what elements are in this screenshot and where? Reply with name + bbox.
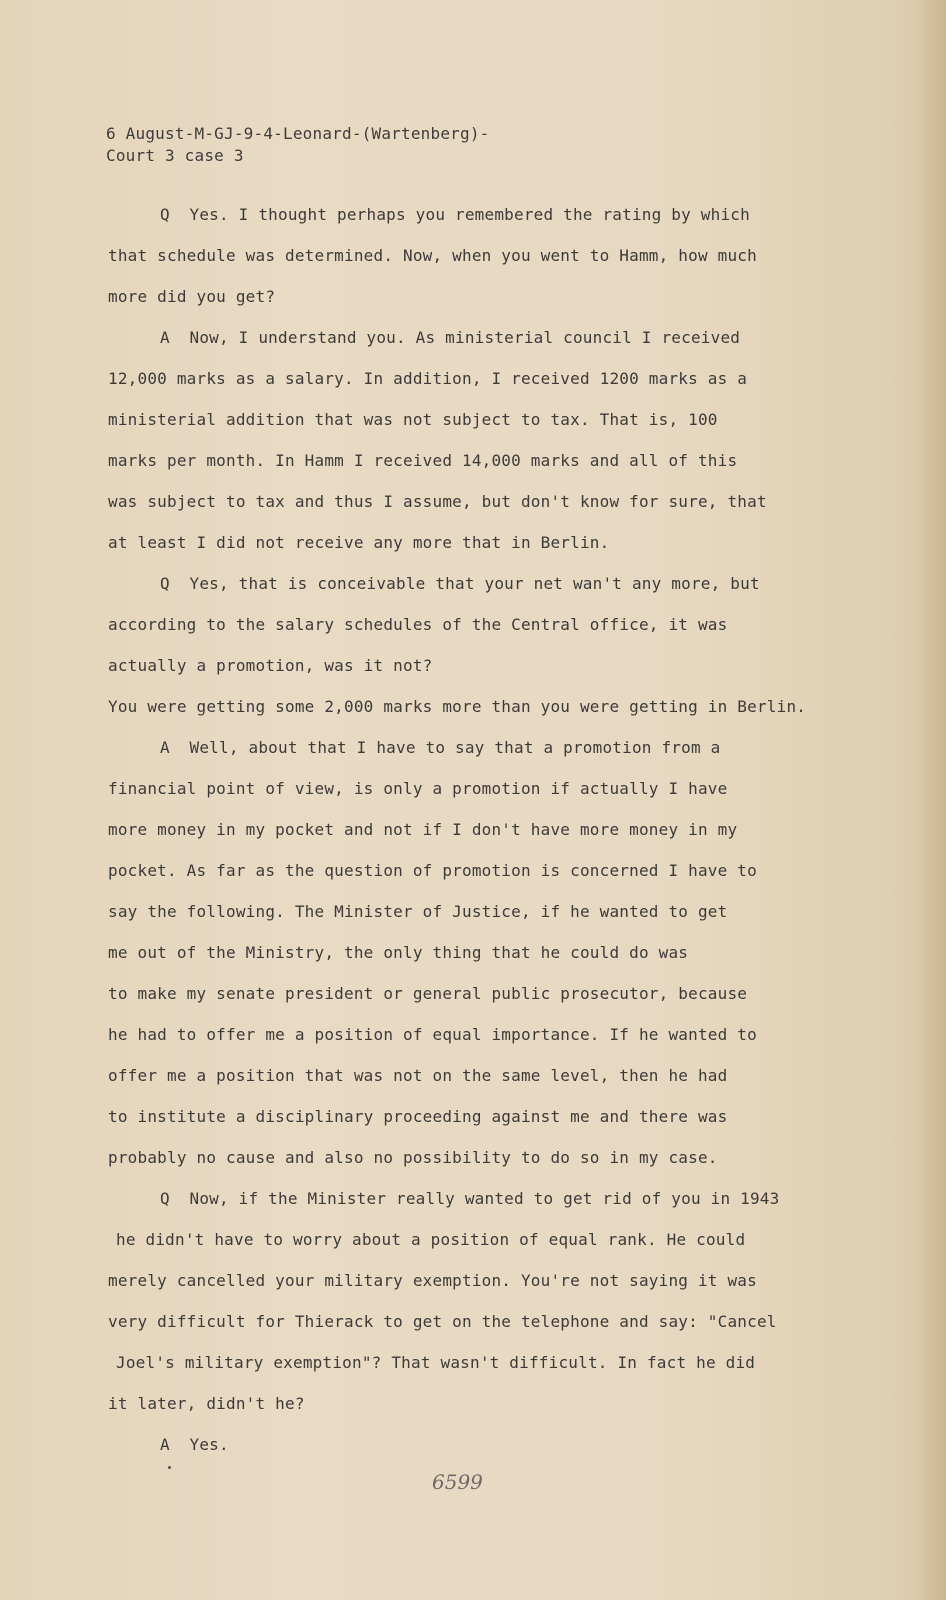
text-line: to institute a disciplinary proceeding against me and there was: [108, 1107, 728, 1126]
text-line: pocket. As far as the question of promotion is concerned I have to: [108, 861, 757, 880]
page-number: 6599: [432, 1470, 483, 1494]
text-line: Joel's military exemption"? That wasn't difficult. In fact he did: [116, 1353, 756, 1372]
text-line: A Now, I understand you. As ministerial council I received: [160, 328, 741, 347]
text-line: was subject to tax and thus I assume, but don't know for sure, that: [108, 492, 767, 511]
text-line: 12,000 marks as a salary. In addition, I received 1200 marks as a: [108, 369, 748, 388]
text-line: more did you get?: [108, 287, 276, 306]
text-line: Q Yes. I thought perhaps you remembered the rating by which: [160, 205, 750, 224]
text-line: that schedule was determined. Now, when you went to Hamm, how much: [108, 246, 757, 265]
text-line: ministerial addition that was not subject to tax. That is, 100: [108, 410, 718, 429]
text-line: he had to offer me a position of equal importance. If he wanted to: [108, 1025, 757, 1044]
text-line: A Yes.: [160, 1435, 229, 1454]
text-line: probably no cause and also no possibility to do so in my case.: [108, 1148, 718, 1167]
text-line: to make my senate president or general public prosecutor, because: [108, 984, 748, 1003]
text-line: merely cancelled your military exemption. You're not saying it was: [108, 1271, 757, 1290]
ink-speck: [168, 1466, 171, 1469]
text-line: at least I did not receive any more that in Berlin.: [108, 533, 610, 552]
text-line: it later, didn't he?: [108, 1394, 305, 1413]
text-line: more money in my pocket and not if I don't have more money in my: [108, 820, 738, 839]
text-line: according to the salary schedules of the Central office, it was: [108, 615, 728, 634]
text-line: say the following. The Minister of Justice, if he wanted to get: [108, 902, 728, 921]
header-line-1: 6 August-M-GJ-9-4-Leonard-(Wartenberg)-: [106, 124, 490, 143]
text-line: offer me a position that was not on the same level, then he had: [108, 1066, 728, 1085]
text-line: me out of the Ministry, the only thing that he could do was: [108, 943, 689, 962]
text-line: marks per month. In Hamm I received 14,000 marks and all of this: [108, 451, 738, 470]
text-line: Q Now, if the Minister really wanted to get rid of you in 1943: [160, 1189, 780, 1208]
text-line: actually a promotion, was it not?: [108, 656, 433, 675]
header-line-2: Court 3 case 3: [106, 146, 244, 165]
text-line: financial point of view, is only a promotion if actually I have: [108, 779, 728, 798]
text-line: Q Yes, that is conceivable that your net wan't any more, but: [160, 574, 760, 593]
text-line: very difficult for Thierack to get on the telephone and say: "Cancel: [108, 1312, 777, 1331]
page-edge-shadow: [918, 0, 946, 1600]
text-line: he didn't have to worry about a position of equal rank. He could: [116, 1230, 746, 1249]
text-line: A Well, about that I have to say that a promotion from a: [160, 738, 721, 757]
text-line: You were getting some 2,000 marks more than you were getting in Berlin.: [108, 697, 807, 716]
